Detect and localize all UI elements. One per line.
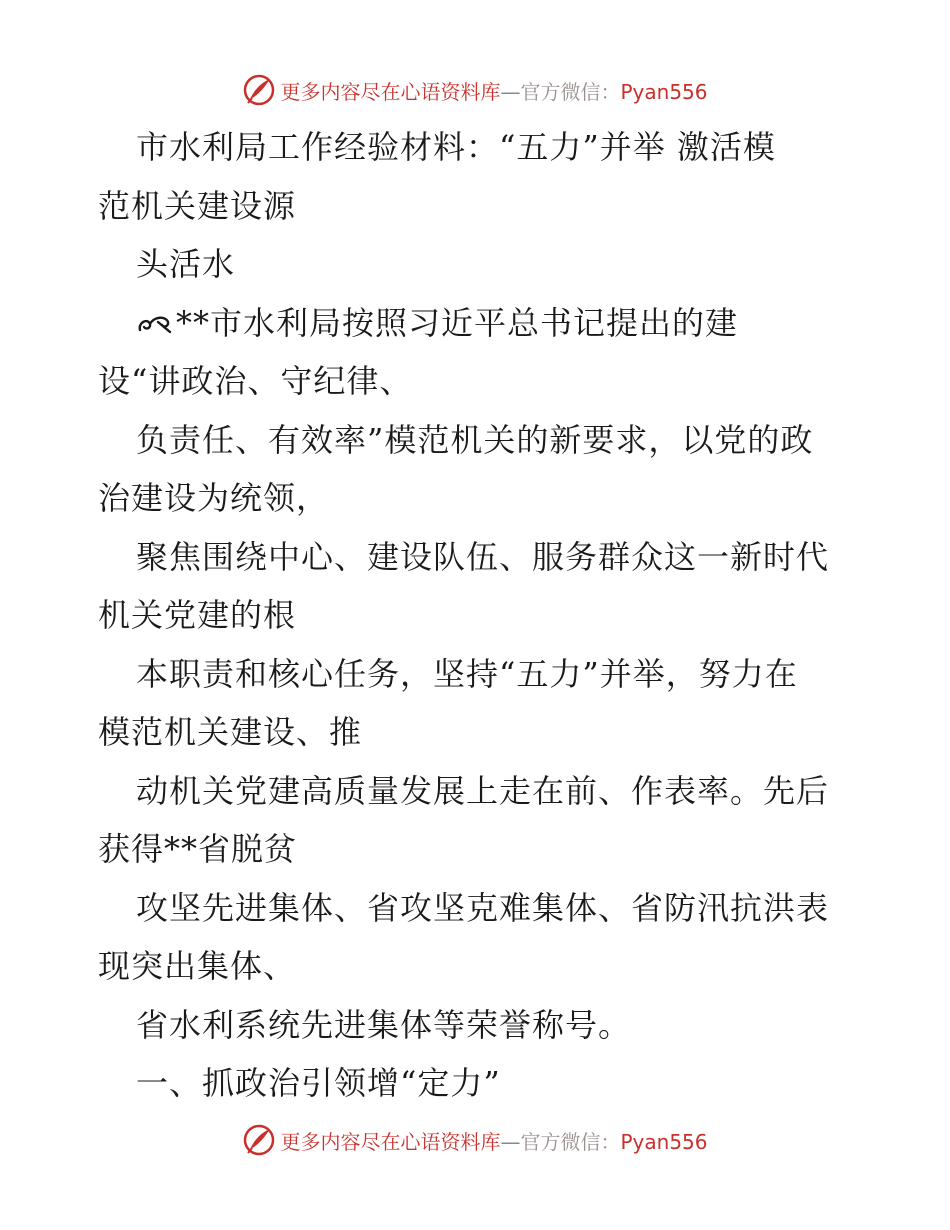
paragraph-line: 获得**省脱贫 (98, 830, 298, 868)
banner-wechat-id: Pyan556 (620, 1129, 708, 1154)
paragraph-line (98, 294, 858, 353)
quill-pen-logo-icon (242, 1123, 276, 1157)
banner-brand: 更多内容尽在心语资料库 (280, 1129, 501, 1154)
paragraph-line: 本职责和核心任务，坚持“五力”并举，努力在 (136, 654, 798, 693)
paragraph-line: 动机关党建高质量发展上走在前、作表率。先后 (136, 771, 830, 810)
paragraph-line: 模范机关建设、推 (98, 713, 363, 751)
quill-pen-logo-icon (242, 73, 276, 107)
paragraph-line: 机关党建的根 (98, 596, 297, 634)
banner-separator: — (500, 1129, 521, 1154)
paragraph-line: 设“讲政治、守纪律、 (98, 362, 413, 400)
paragraph-line: 聚焦围绕中心、建设队伍、服务群众这一新时代 (136, 537, 830, 576)
paragraph-line: 攻坚先进集体、省攻坚克难集体、省防汛抗洪表 (136, 888, 830, 927)
title-line-3: 头活水 (136, 245, 236, 283)
footer-banner (0, 1120, 950, 1160)
banner-wechat-id: Pyan556 (620, 79, 708, 104)
banner-wechat-label: 官方微信： (520, 79, 621, 104)
swirl-ornament-icon (136, 314, 174, 336)
banner-brand: 更多内容尽在心语资料库 (280, 79, 501, 104)
document-body (98, 118, 858, 1113)
title-line-2: 范机关建设源 (98, 186, 297, 225)
header-banner (0, 70, 950, 110)
paragraph-line: 现突出集体、 (98, 947, 297, 985)
banner-text (280, 76, 707, 105)
paragraph-line-text: **市水利局按照习近平总书记提出的建 (176, 303, 739, 342)
paragraph-line: 负责任、有效率”模范机关的新要求，以党的政 (136, 420, 814, 459)
section-heading: 一、抓政治引领增“定力” (136, 1064, 501, 1102)
banner-text (280, 1126, 707, 1155)
banner-wechat-label: 官方微信： (520, 1129, 621, 1154)
paragraph-line: 省水利系统先进集体等荣誉称号。 (136, 1005, 632, 1044)
paragraph-line: 治建设为统领， (98, 479, 330, 517)
title-line-1: 市水利局工作经验材料：“五力”并举 激活模 (136, 128, 776, 166)
banner-separator: — (500, 79, 521, 104)
